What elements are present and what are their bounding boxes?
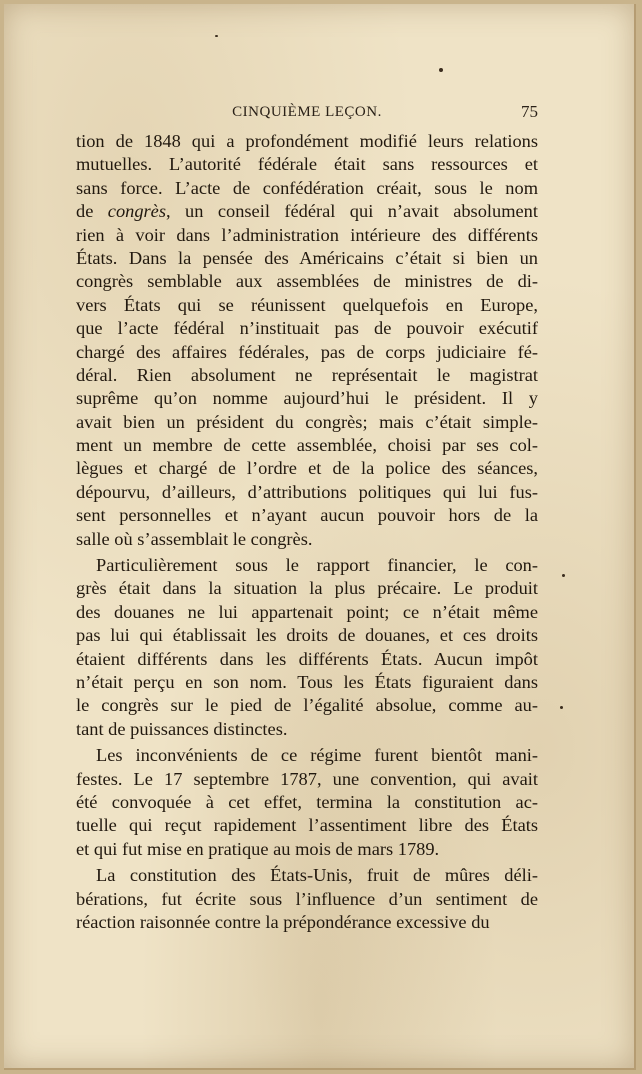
text-line: pas lui qui établissait les droits de douanes, et ces droits bbox=[76, 625, 538, 646]
text-line: sans force. L’acte de confédération créait, sous le nom bbox=[76, 177, 538, 198]
text-line: suprême qu’on nomme aujourd’hui le président. Il y bbox=[76, 388, 538, 409]
text-line: tuelle qui reçut rapidement l’assentiment libre des États bbox=[76, 815, 538, 836]
text-line: États. Dans la pensée des Américains c’était si bien un bbox=[76, 247, 538, 268]
text-line: que l’acte fédéral n’instituait pas de pouvoir exécutif bbox=[76, 318, 538, 339]
text-line: et qui fut mise en pratique au mois de mars 1789. bbox=[76, 838, 440, 859]
text-line: rien à voir dans l’administration intérieure des différents bbox=[76, 224, 538, 245]
text-line: le congrès sur le pied de l’égalité absolue, comme au- bbox=[76, 695, 538, 716]
running-head bbox=[76, 104, 538, 126]
ink-speck bbox=[560, 706, 563, 709]
text-line: des douanes ne lui appartenait point; ce n’était même bbox=[76, 601, 538, 622]
ink-speck bbox=[562, 574, 565, 577]
text-line: festes. Le 17 septembre 1787, une convention, qui avait bbox=[76, 768, 538, 789]
text-line: étaient différents dans les différents États. Aucun impôt bbox=[76, 648, 538, 669]
body-text bbox=[76, 130, 538, 934]
text-line: été convoquée à cet effet, termina la constitution ac- bbox=[76, 791, 538, 812]
running-title: CINQUIÈME LEÇON. bbox=[232, 104, 382, 120]
text-line: grès était dans la situation la plus précaire. Le produit bbox=[76, 578, 538, 599]
text-line: vers États qui se réunissent quelquefois en Europe, bbox=[76, 294, 538, 315]
text-line: réaction raisonnée contre la prépondérance excessive du bbox=[76, 911, 490, 932]
text-line: tant de puissances distinctes. bbox=[76, 718, 288, 739]
text-line: chargé des affaires fédérales, pas de corps judiciaire fé- bbox=[76, 341, 538, 362]
text-line: Particulièrement sous le rapport financier, le con- bbox=[96, 555, 538, 576]
ink-speck bbox=[439, 68, 443, 72]
text-line: congrès semblable aux assemblées de ministres de di- bbox=[76, 271, 538, 292]
ink-speck bbox=[215, 35, 218, 37]
text-line: ment un membre de cette assemblée, choisi par ses col- bbox=[76, 435, 538, 456]
text-line: avait bien un président du congrès; mais c’était simple- bbox=[76, 411, 538, 432]
text-line: mutuelles. L’autorité fédérale était sans ressources et bbox=[76, 154, 538, 175]
page-number: 75 bbox=[521, 102, 538, 121]
text-line: bérations, fut écrite sous l’influence d’un sentiment de bbox=[76, 888, 538, 909]
text-line: dépourvu, d’ailleurs, d’attributions politiques qui lui fus- bbox=[76, 481, 538, 502]
text-line: La constitution des États-Unis, fruit de mûres déli- bbox=[96, 865, 538, 886]
text-line: de congrès, un conseil fédéral qui n’avait absolument bbox=[76, 201, 538, 222]
text-line: lègues et chargé de l’ordre et de la police des séances, bbox=[76, 458, 538, 479]
text-line: n’était perçu en son nom. Tous les États figuraient dans bbox=[76, 671, 538, 692]
text-line: tion de 1848 qui a profondément modifié leurs relations bbox=[76, 131, 538, 151]
text-line: salle où s’assemblait le congrès. bbox=[76, 528, 313, 549]
text-line: Les inconvénients de ce régime furent bientôt mani- bbox=[96, 745, 538, 766]
text-line: déral. Rien absolument ne représentait le magistrat bbox=[76, 364, 538, 385]
text-line: sent personnelles et n’ayant aucun pouvoir hors de la bbox=[76, 505, 538, 526]
